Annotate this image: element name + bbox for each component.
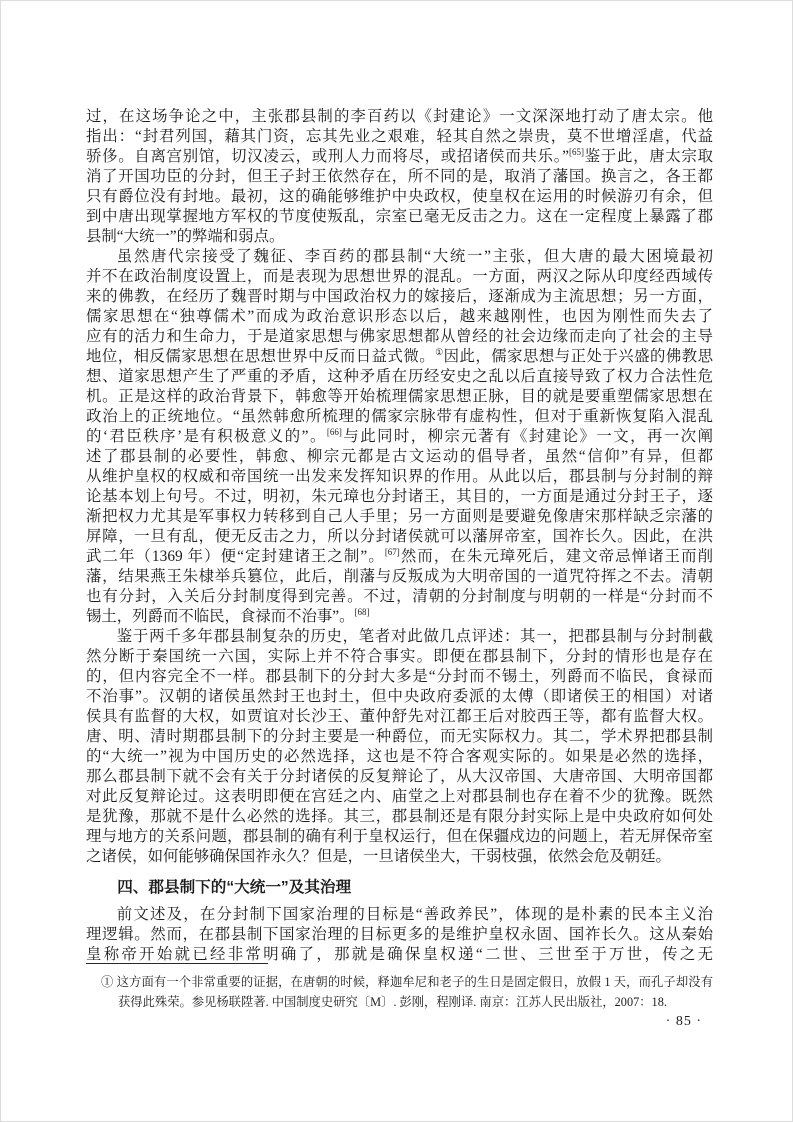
text-line: 之诸侯，如何能够确保国祚永久？但是，一旦诸侯坐大，干弱枝强，依然会危及朝廷。 <box>86 848 671 865</box>
footnote-separator <box>86 963 268 964</box>
text-line: 虽然唐代宗接受了魏征、李百药的郡县制“大统一”主张，但大唐的最大困境最初 <box>116 248 713 265</box>
text-line: 想、道家思想产生了严重的矛盾，这种矛盾在历经安史之乱以后直接导致了权力合法性危 <box>86 368 713 385</box>
text-line: 理与地方的关系问题，郡县制的确有利于皇权运行，但在保疆戍边的问题上，若无屏保帝室 <box>86 828 713 845</box>
text-line: 鉴于两千多年郡县制复杂的历史，笔者对此做几点评述：其一，把郡县制与分封制截 <box>116 628 713 645</box>
text-line: 的，但内容完全不一样。郡县制下的分封大多是“分封而不锡土，列爵而不临民，食禄而 <box>86 668 713 685</box>
text-line: 并不在政治制度设置上，而是表现为思想世界的混乱。一方面，两汉之际从印度经西域传 <box>86 268 713 285</box>
text-line: 是犹豫，那就不是什么必然的选择。其三，郡县制还是有限分封实际上是中央政府如何处 <box>86 808 713 825</box>
section-heading: 四、郡县制下的“大统一”及其治理 <box>117 879 352 896</box>
text-line: 县制“大统一”的弊端和弱点。 <box>86 228 285 245</box>
text-line: 的“大统一”视为中国历史的必然选择，这也是不符合客观实际的。如果是必然的选择， <box>86 748 713 765</box>
text-line: 前文述及，在分封制下国家治理的目标是“善政养民”，体现的是朴素的民本主义治 <box>116 906 713 923</box>
text-line: 然分断于秦国统一六国，实际上并不符合事实。即便在郡县制下，分封的情形也是存在 <box>86 648 713 665</box>
article-body <box>86 107 713 965</box>
text-line: 机。正是这样的政治背景下，韩愈等开始梳理儒家思想正脉，目的就是要重塑儒家思想在 <box>86 388 713 405</box>
text-line: 皇称帝开始就已经非常明确了，那就是确保皇权递“二世、三世至于万世，传之无 <box>86 946 713 963</box>
text-line: 的‘君臣秩序’是有积极意义的”。[66]与此同时，柳宗元著有《封建论》一文，再一次阐 <box>86 427 713 445</box>
text-line: 屏障，一旦有乱，便无反击之力，所以分封诸侯就可以藩屏帝室，国祚长久。因此，在洪 <box>86 528 713 545</box>
text-line: 不治事”。汉朝的诸侯虽然封王也封土，但中央政府委派的太傅（即诸侯王的相国）对诸 <box>86 688 713 705</box>
text-line: 锡土，列爵而不临民，食禄而不治事”。[68] <box>86 607 370 625</box>
text-line: 藩，结果燕王朱棣举兵篡位，此后，削藩与反叛成为大明帝国的一道咒符挥之不去。清朝 <box>86 568 713 585</box>
text-line: 述了郡县制的必要性，韩愈、柳宗元都是古文运动的倡导者，虽然“信仰”有异，但都 <box>86 448 713 465</box>
text-line: 来的佛教，在经历了魏晋时期与中国政治权力的嫁接后，逐渐成为主流思想；另一方面， <box>86 288 713 305</box>
text-line: 应有的活力和生命力，于是道家思想与佛家思想都从曾经的社会边缘而走向了社会的主导 <box>86 328 713 345</box>
text-line: 过，在这场争论之中，主张郡县制的李百药以《封建论》一文深深地打动了唐太宗。他 <box>86 108 713 125</box>
text-line: 对此反复辩论过。这表明即便在宫廷之内、庙堂之上对郡县制也存在着不少的犹豫。既然 <box>86 788 713 805</box>
footnote-block <box>86 963 713 1012</box>
text-line: 论基本划上句号。不过，明初，朱元璋也分封诸王，其目的，一方面是通过分封王子，逐 <box>86 488 713 505</box>
text-line: 到中唐出现掌握地方军权的节度使叛乱，宗室已毫无反击之力。这在一定程度上暴露了郡 <box>86 208 713 225</box>
text-line: 儒家思想在“独尊儒术”而成为政治意识形态以后，越来越刚性，也因为刚性而失去了 <box>86 308 713 325</box>
text-line: 只有爵位没有封地。最初，这的确能够维护中央政权，使皇权在运用的时候游刃有余，但 <box>86 188 713 205</box>
text-line: 指出：“封君列国，藉其门资，忘其先业之艰难，轻其自然之崇贵，莫不世增淫虐，代益 <box>86 128 713 145</box>
footnote-lines <box>86 973 713 1012</box>
footnote-line: ① 这方面有一个非常重要的证据，在唐朝的时候，释迦牟尼和老子的生日是固定假日，放假 1 天，而孔子却没有 <box>101 975 713 989</box>
text-line: 从维护皇权的权威和帝国统一出发来发挥知识界的作用。从此以后，郡县制与分封制的辩 <box>86 468 713 485</box>
text-line: 地位，相反儒家思想在思想世界中反而日益式微。①因此，儒家思想与正处于兴盛的佛教思 <box>86 347 713 365</box>
text-line: 骄侈。自离宫别馆，切汉凌云，或刑人力而将尽，或招诸侯而共乐。”[65]鉴于此，唐太宗取 <box>86 147 713 165</box>
text-line: 侯具有监督的大权，如贾谊对长沙王、董仲舒先对江都王后对胶西王等，都有监督大权。 <box>86 708 713 725</box>
text-line: 消了开国功臣的分封，但王子封王依然存在，所不同的是，取消了藩国。换言之，各王都 <box>86 168 713 185</box>
footnote-line: 获得此殊荣。参见杨联陞著. 中国制度史研究〔M〕. 彭刚，程刚译. 南京：江苏人民出版社，2007：18. <box>118 994 667 1009</box>
text-line: 唐、明、清时期郡县制下的分封主要是一种爵位，而无实际权力。其二，学术界把郡县制 <box>86 728 713 745</box>
page-number: · 85 · <box>665 1014 702 1029</box>
text-line: 也有分封，入关后分封制度得到完善。不过，清朝的分封制度与明朝的一样是“分封而不 <box>86 588 713 605</box>
text-line: 政治上的正统地位。“虽然韩愈所梳理的儒家宗脉带有虚构性，但对于重新恢复陷入混乱 <box>86 408 713 425</box>
text-line: 渐把权力尤其是军事权力转移到自己人手里；另一方面则是要避免像唐宋那样缺乏宗藩的 <box>86 508 713 525</box>
text-line: 理逻辑。然而，在郡县制下国家治理的目标更多的是维护皇权永固、国祚长久。这从秦始 <box>86 926 713 943</box>
text-line: 那么郡县制下就不会有关于分封诸侯的反复辩论了，从大汉帝国、大唐帝国、大明帝国都 <box>86 768 713 785</box>
text-line: 武二年（1369 年）便“定封建诸王之制”。[67]然而，在朱元璋死后，建文帝忌惮诸王而削 <box>86 547 713 565</box>
